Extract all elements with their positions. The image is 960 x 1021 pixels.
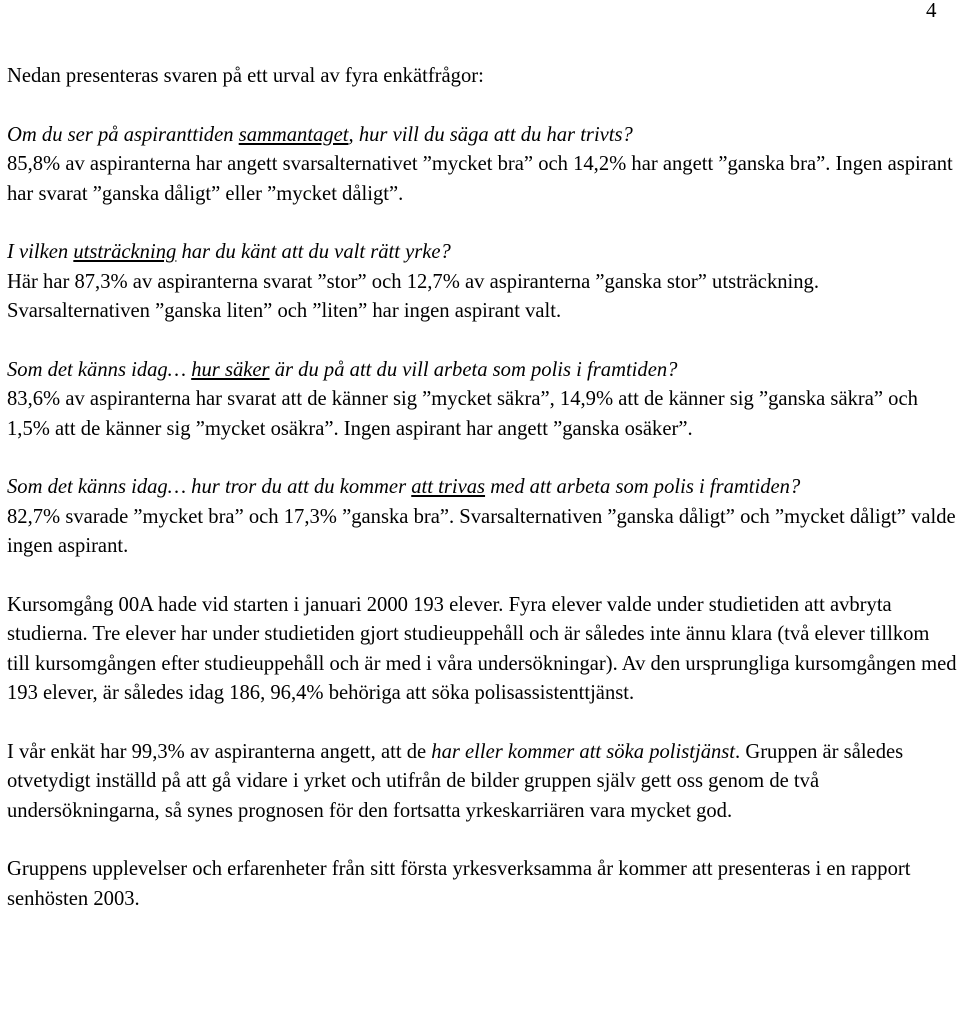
question-text	[7, 238, 957, 268]
paragraph-course-summary: Kursomgång 00A hade vid starten i januari 2000 193 elever. Fyra elever valde under studietiden att avbryta studierna. Tre elever har under studietiden gjort studieuppehåll och är således inte ännu klara (två elever tillkom till kursomgången efter studieuppehåll och är med i våra undersökningar). Av den ursprungliga kursomgången med 193 elever, är således idag 186, 96,4% behöriga att söka polisassistenttjänst.	[7, 593, 957, 704]
page-number: 4	[926, 0, 937, 22]
question-part: Som det känns idag…	[7, 358, 192, 381]
question-emphasis: hur säker	[191, 358, 270, 381]
question-emphasis: sammantaget	[238, 123, 349, 146]
paragraph-survey-conclusion	[7, 738, 957, 827]
question-emphasis: att trivas	[411, 476, 486, 498]
intro-text: Nedan presenteras svaren på ett urval av fyra enkätfrågor:	[7, 65, 484, 87]
question-part: Som det känns idag… hur tror du att du kommer	[7, 476, 412, 498]
survey-question-4	[7, 473, 957, 562]
answer-text: 82,7% svarade ”mycket bra” och 17,3% ”ganska bra”. Svarsalternativen ”ganska dåligt” och ”mycket dåligt” valde ingen aspirant.	[7, 505, 956, 557]
answer-text: 85,8% av aspiranterna har angett svarsalternativet ”mycket bra” och 14,2% har angett ”ganska bra”. Ingen aspirant har svarat ”ganska dåligt” eller ”mycket dåligt”.	[7, 153, 953, 205]
survey-question-3	[7, 356, 957, 445]
question-text	[7, 473, 957, 503]
survey-question-1	[7, 121, 957, 210]
question-text	[7, 121, 957, 151]
answer-text: 83,6% av aspiranterna har svarat att de känner sig ”mycket säkra”, 14,9% att de känner sig ”ganska säkra” och 1,5% att de känner sig ”mycket osäkra”. Ingen aspirant har angett ”ganska osäker”.	[7, 388, 918, 440]
paragraph-emphasis: har eller kommer att söka polistjänst	[431, 740, 736, 763]
paragraph-part: . Gruppen är således otvetydigt inställd på att gå vidare i yrket och utifrån de bilder gruppen själv gett oss genom de två undersökningarna, så synes prognosen för den fortsatta yrkeskarriären vara mycket god.	[7, 740, 904, 822]
question-part: , hur vill du säga att du har trivts?	[348, 123, 633, 146]
question-emphasis: utsträckning	[73, 241, 177, 263]
document-body	[7, 62, 957, 914]
question-part: med att arbeta som polis i framtiden?	[485, 476, 801, 498]
paragraph-part: I vår enkät har 99,3% av aspiranterna angett, att de	[7, 740, 432, 763]
question-part: I vilken	[7, 241, 74, 263]
question-text	[7, 356, 957, 386]
question-part: Om du ser på aspiranttiden	[7, 123, 239, 146]
paragraph-report-note: Gruppens upplevelser och erfarenheter från sitt första yrkesverksamma år kommer att presenteras i en rapport senhösten 2003.	[7, 858, 911, 910]
survey-question-2	[7, 238, 957, 327]
question-part: är du på att du vill arbeta som polis i framtiden?	[269, 358, 678, 381]
answer-text: Här har 87,3% av aspiranterna svarat ”stor” och 12,7% av aspiranterna ”ganska stor” utsträckning. Svarsalternativen ”ganska liten” och ”liten” har ingen aspirant valt.	[7, 270, 819, 322]
question-part: har du känt att du valt rätt yrke?	[176, 241, 451, 263]
